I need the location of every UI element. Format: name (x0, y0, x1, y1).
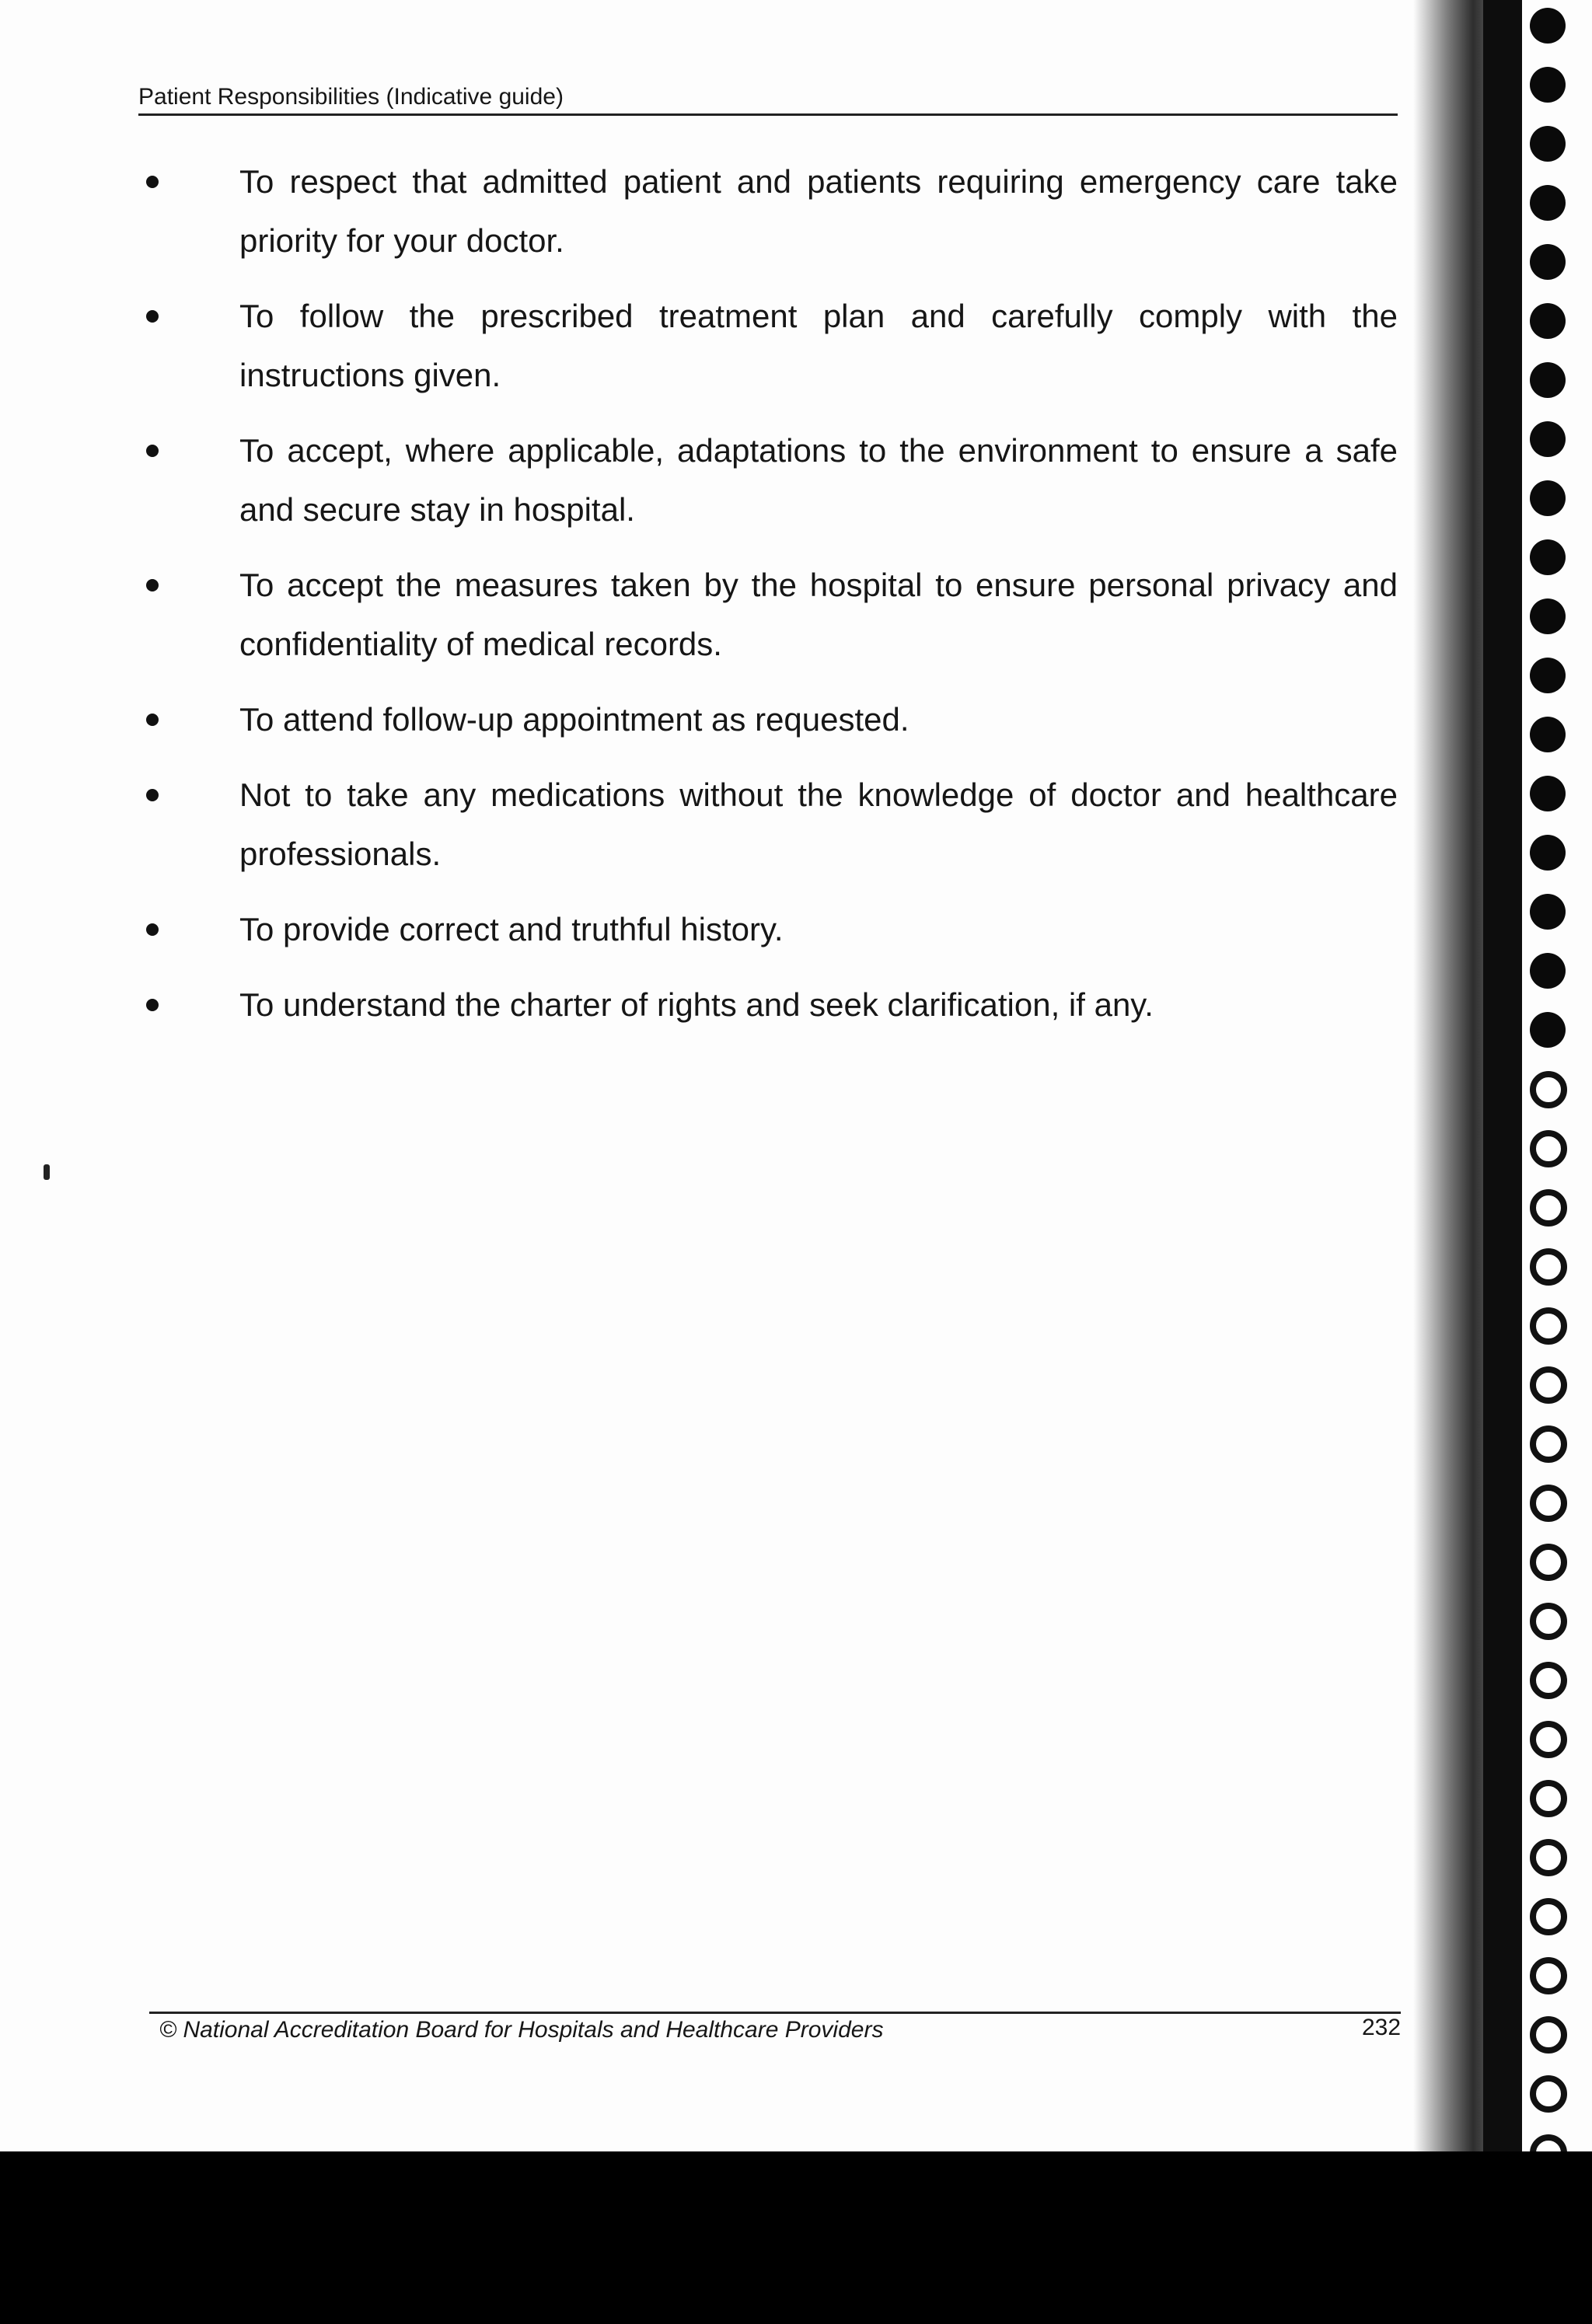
bullet-icon (146, 579, 159, 591)
list-item (138, 287, 1398, 405)
list-item (138, 152, 1398, 270)
binding-ring (1530, 185, 1566, 221)
bullet-icon (146, 999, 159, 1011)
binding-ring (1530, 2016, 1567, 2054)
list-item-text: To respect that admitted patient and patients requiring emergency care take priority for your doctor. (239, 163, 1398, 259)
list-item (138, 766, 1398, 884)
binding-ring (1530, 1603, 1567, 1640)
header-title: Patient Responsibilities (Indicative guide) (138, 84, 564, 110)
responsibilities-list (138, 152, 1398, 1051)
binding-rings (1530, 0, 1584, 2324)
bullet-icon (146, 310, 159, 323)
binding-ring (1530, 1071, 1567, 1108)
binding-ring (1530, 8, 1566, 44)
list-item-text: To accept, where applicable, adaptations to the environment to ensure a safe and secure stay in hospital. (239, 432, 1398, 528)
binding-ring (1530, 2075, 1567, 2113)
list-item (138, 556, 1398, 674)
binding-ring (1530, 303, 1566, 339)
binding-ring (1530, 67, 1566, 103)
spiral-binding (1390, 0, 1592, 2324)
binding-ring (1530, 598, 1566, 634)
binding-ring (1530, 1366, 1567, 1404)
binding-band (1483, 0, 1522, 2176)
bullet-icon (146, 923, 159, 936)
binding-ring (1530, 1425, 1567, 1463)
binding-ring (1530, 421, 1566, 457)
binding-ring (1530, 953, 1566, 989)
list-item-text: To follow the prescribed treatment plan and carefully comply with the instructions given. (239, 298, 1398, 393)
list-item-text: Not to take any medications without the knowledge of doctor and healthcare professionals. (239, 776, 1398, 872)
list-item (138, 900, 1398, 959)
list-item (138, 421, 1398, 539)
bullet-icon (146, 789, 159, 801)
binding-ring (1530, 1957, 1567, 1994)
bullet-icon (146, 445, 159, 457)
binding-ring (1530, 539, 1566, 575)
binding-ring (1530, 1839, 1567, 1876)
page-header (138, 84, 1398, 116)
binding-ring (1530, 1898, 1567, 1935)
binding-ring (1530, 1721, 1567, 1758)
footer-copyright: © National Accreditation Board for Hospitals and Healthcare Providers (159, 2017, 884, 2043)
binding-ring (1530, 894, 1566, 930)
scan-border (0, 2151, 1592, 2324)
binding-ring (1530, 1012, 1566, 1048)
binding-ring (1530, 835, 1566, 871)
binding-ring (1530, 1248, 1567, 1286)
list-item-text: To understand the charter of rights and seek clarification, if any. (239, 986, 1154, 1023)
binding-ring (1530, 1544, 1567, 1581)
list-item-text: To accept the measures taken by the hospital to ensure personal privacy and confidentiality of medical records. (239, 567, 1398, 662)
scan-speck (44, 1164, 50, 1180)
binding-ring (1530, 717, 1566, 752)
binding-ring (1530, 480, 1566, 516)
binding-ring (1530, 1307, 1567, 1345)
list-item (138, 690, 1398, 749)
page-number: 232 (1362, 2015, 1402, 2040)
binding-ring (1530, 1130, 1567, 1167)
binding-ring (1530, 1189, 1567, 1227)
footer-divider (149, 2012, 1401, 2014)
bullet-icon (146, 176, 159, 188)
list-item-text: To provide correct and truthful history. (239, 911, 784, 947)
binding-ring (1530, 1485, 1567, 1522)
list-item-text: To attend follow-up appointment as requested. (239, 701, 909, 738)
binding-ring (1530, 658, 1566, 693)
binding-ring (1530, 776, 1566, 811)
binding-ring (1530, 1662, 1567, 1699)
binding-ring (1530, 1780, 1567, 1817)
binding-ring (1530, 126, 1566, 162)
binding-ring (1530, 244, 1566, 280)
binding-ring (1530, 362, 1566, 398)
bullet-icon (146, 714, 159, 726)
list-item (138, 975, 1398, 1035)
